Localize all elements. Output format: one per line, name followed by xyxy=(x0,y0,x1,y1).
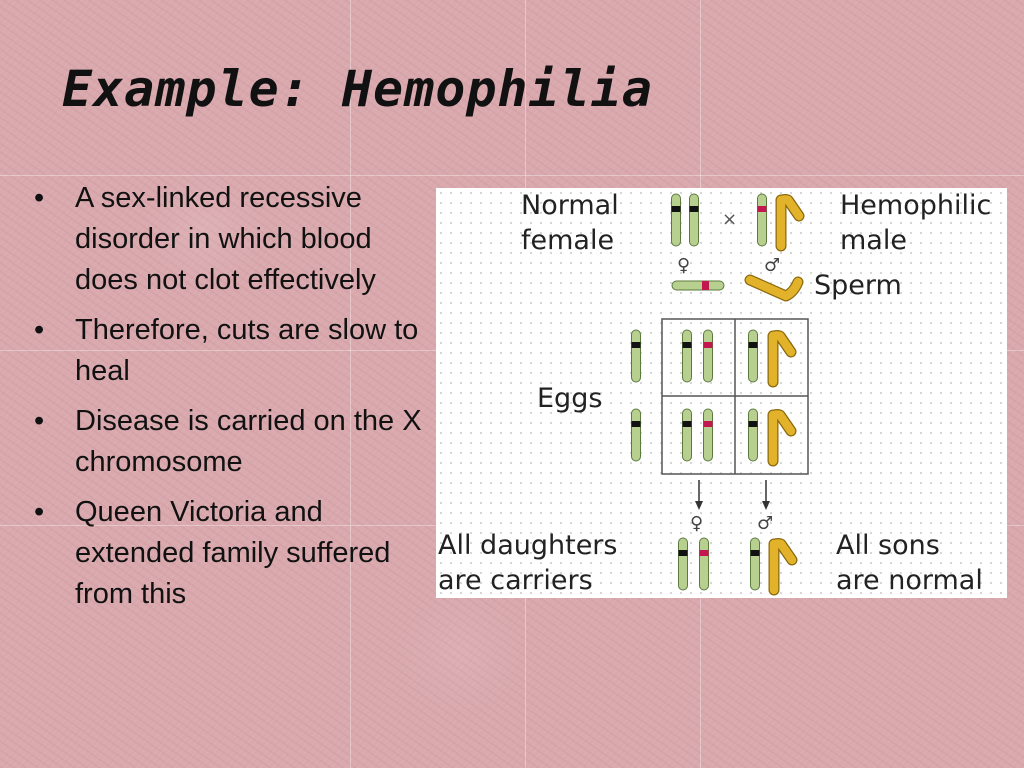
mother-x-chromosome xyxy=(690,194,699,246)
tile-seam xyxy=(0,175,1024,176)
bullet-list xyxy=(30,178,425,624)
egg-x-chromosome xyxy=(632,330,641,382)
sperm-label: Sperm xyxy=(814,270,902,301)
female-symbol: ♀ xyxy=(690,513,704,534)
hemophilic-male-label xyxy=(840,188,991,258)
bullet-item: • A sex-linked recessive disorder in which blood does not clot effectively xyxy=(30,178,425,301)
female-symbol: ♀ xyxy=(677,255,691,276)
bullet-item: • Disease is carried on the X chromosome xyxy=(30,401,425,483)
mother-x-chromosome xyxy=(672,194,681,246)
sons-label xyxy=(836,528,983,598)
normal-female-label xyxy=(521,188,619,258)
punnett-square xyxy=(662,319,808,474)
son-chromosomes xyxy=(751,538,793,590)
male-symbol: ♂ xyxy=(764,255,781,276)
hemophilia-inheritance-diagram xyxy=(436,188,1007,598)
sons-label-line: All sons xyxy=(836,530,940,561)
father-y-chromosome xyxy=(781,200,799,247)
slide-title: Example: Hemophilia xyxy=(62,60,653,118)
daughters-label-line: All daughters xyxy=(438,530,618,561)
cross-symbol: × xyxy=(722,209,738,230)
daughter-chromosomes xyxy=(679,538,709,590)
sons-label-line: are normal xyxy=(836,565,983,596)
egg-x-chromosome xyxy=(632,409,641,461)
daughters-label xyxy=(438,528,617,598)
normal-female-label-line: female xyxy=(521,225,615,256)
bullet-item: • Queen Victoria and extended family suffered from this xyxy=(30,492,425,615)
daughters-label-line: are carriers xyxy=(438,565,593,596)
normal-female-label-line: Normal xyxy=(521,190,619,221)
hemophilic-male-label-line: male xyxy=(840,225,907,256)
eggs-label: Eggs xyxy=(537,383,603,414)
father-x-chromosome xyxy=(758,194,767,246)
bullet-item: • Therefore, cuts are slow to heal xyxy=(30,310,425,392)
hemophilic-male-label-line: Hemophilic xyxy=(840,190,992,221)
male-symbol: ♂ xyxy=(757,513,774,534)
